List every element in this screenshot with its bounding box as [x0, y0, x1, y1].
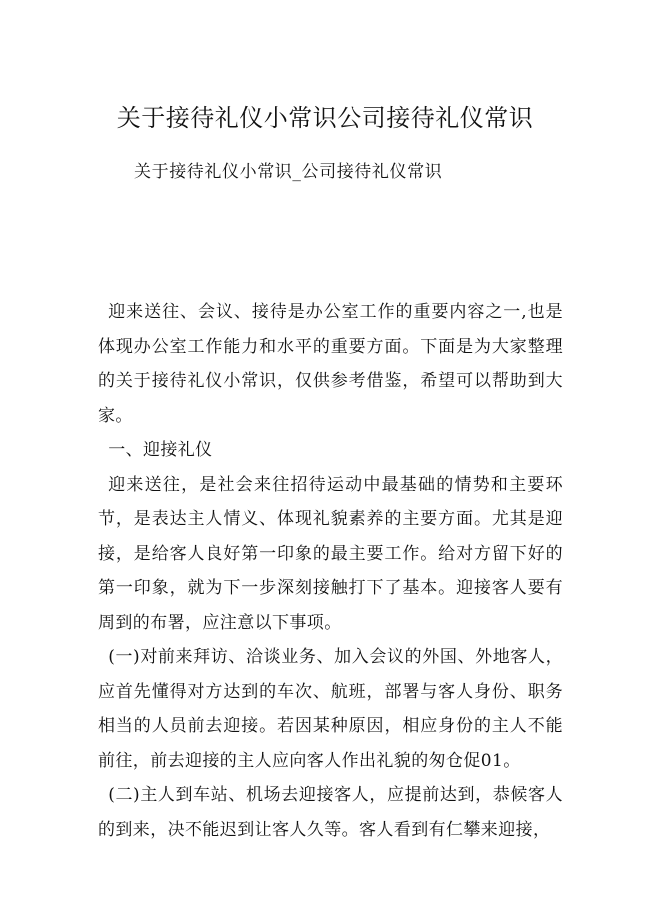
document-title: 关于接待礼仪小常识公司接待礼仪常识 — [116, 104, 534, 132]
document-subtitle: 关于接待礼仪小常识_公司接待礼仪常识 — [134, 162, 443, 182]
paragraph-item-1: (一)对前来拜访、洽谈业务、加入会议的外国、外地客人，应首先懂得对方达到的车次、航班，部署与客人身份、职务相当的人员前去迎接。若因某种原因，相应身份的主人不能前往，前去迎接的主人应向客人作出礼貌的匆仓促01。 — [98, 647, 563, 771]
paragraph-reception: 迎来送往，是社会来往招待运动中最基础的情势和主要环节，是表达主人情义、体现礼貌素养的主要方面。尤其是迎接，是给客人良好第一印象的最主要工作。给对方留下好的第一印象，就为下一步深刻接触打下了基本。迎接客人要有周到的布署，应注意以下事项。 — [98, 474, 563, 633]
paragraph-item-2: (二)主人到车站、机场去迎接客人，应提前达到，恭候客人的到来，决不能迟到让客人久等。客人看到有仁攀来迎接， — [98, 785, 563, 840]
paragraph-intro: 迎来送往、会议、接待是办公室工作的重要内容之一,也是体现办公室工作能力和水平的重要方面。下面是为大家整理的关于接待礼仪小常识，仅供参考借鉴，希望可以帮助到大家。 — [98, 302, 563, 426]
document-body — [98, 295, 563, 847]
section-heading-reception: 一、迎接礼仪 — [108, 440, 213, 460]
